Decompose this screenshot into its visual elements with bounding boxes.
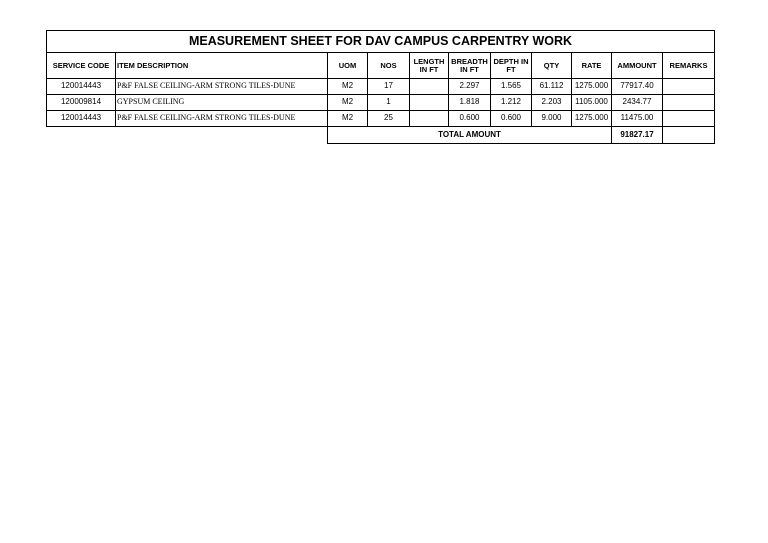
cell-nos: 1	[368, 95, 410, 111]
cell-rate: 1105.000	[572, 95, 612, 111]
header-amount: AMMOUNT	[612, 53, 663, 79]
cell-qty: 9.000	[532, 111, 572, 127]
total-amount-label: TOTAL AMOUNT	[328, 127, 612, 144]
cell-length	[410, 79, 449, 95]
total-remarks	[663, 127, 715, 144]
cell-qty: 2.203	[532, 95, 572, 111]
cell-amount: 2434.77	[612, 95, 663, 111]
total-row-spacer	[47, 127, 328, 144]
cell-rate: 1275.000	[572, 111, 612, 127]
cell-item-description: P&F FALSE CEILING-ARM STRONG TILES-DUNE	[116, 79, 328, 95]
cell-amount: 77917.40	[612, 79, 663, 95]
cell-service-code: 120014443	[47, 111, 116, 127]
cell-uom: M2	[328, 95, 368, 111]
cell-service-code: 120009814	[47, 95, 116, 111]
header-uom: UOM	[328, 53, 368, 79]
table-row	[47, 79, 715, 95]
cell-rate: 1275.000	[572, 79, 612, 95]
header-rate: RATE	[572, 53, 612, 79]
cell-breadth: 2.297	[449, 79, 491, 95]
table-row	[47, 95, 715, 111]
header-service-code: SERVICE CODE	[47, 53, 116, 79]
sheet-title: MEASUREMENT SHEET FOR DAV CAMPUS CARPENTRY WORK	[47, 31, 715, 53]
cell-length	[410, 95, 449, 111]
cell-uom: M2	[328, 111, 368, 127]
total-amount-value: 91827.17	[612, 127, 663, 144]
title-row	[47, 31, 715, 53]
header-depth: DEPTH IN FT	[491, 53, 532, 79]
total-row	[47, 127, 715, 144]
cell-breadth: 0.600	[449, 111, 491, 127]
cell-uom: M2	[328, 79, 368, 95]
cell-nos: 17	[368, 79, 410, 95]
cell-remarks	[663, 95, 715, 111]
cell-amount: 11475.00	[612, 111, 663, 127]
cell-nos: 25	[368, 111, 410, 127]
cell-item-description: GYPSUM CEILING	[116, 95, 328, 111]
measurement-sheet-table	[46, 30, 715, 144]
header-length: LENGTH IN FT	[410, 53, 449, 79]
table-row	[47, 111, 715, 127]
header-item-description: ITEM DESCRIPTION	[116, 53, 328, 79]
header-row	[47, 53, 715, 79]
cell-item-description: P&F FALSE CEILING-ARM STRONG TILES-DUNE	[116, 111, 328, 127]
cell-depth: 1.565	[491, 79, 532, 95]
header-breadth: BREADTH IN FT	[449, 53, 491, 79]
header-qty: QTY	[532, 53, 572, 79]
cell-remarks	[663, 79, 715, 95]
cell-service-code: 120014443	[47, 79, 116, 95]
cell-length	[410, 111, 449, 127]
header-nos: NOS	[368, 53, 410, 79]
cell-breadth: 1.818	[449, 95, 491, 111]
header-remarks: REMARKS	[663, 53, 715, 79]
cell-depth: 1.212	[491, 95, 532, 111]
cell-qty: 61.112	[532, 79, 572, 95]
cell-remarks	[663, 111, 715, 127]
cell-depth: 0.600	[491, 111, 532, 127]
